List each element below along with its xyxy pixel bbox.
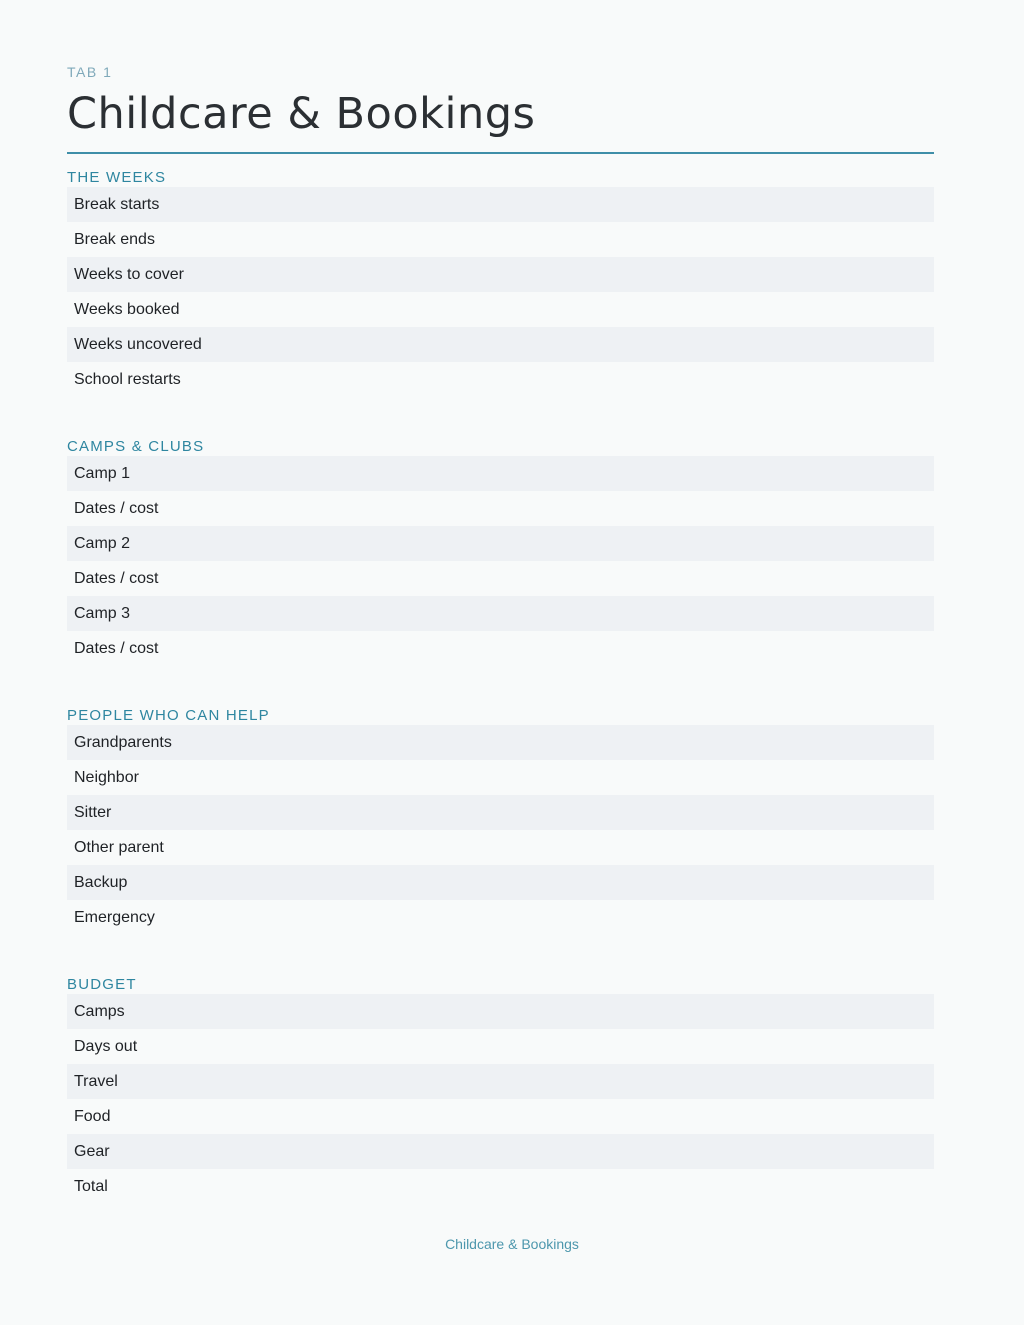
form-row[interactable]: Camp 2 [67, 526, 934, 561]
section-heading: PEOPLE WHO CAN HELP [67, 707, 270, 724]
section-heading: BUDGET [67, 976, 137, 993]
section-people-who-can-help [67, 706, 934, 935]
section-budget [67, 975, 934, 1204]
section-the-weeks [67, 168, 934, 397]
form-row[interactable]: Travel [67, 1064, 934, 1099]
form-row[interactable]: Weeks uncovered [67, 327, 934, 362]
form-row[interactable]: Other parent [74, 839, 164, 856]
title-divider [67, 152, 934, 154]
form-row[interactable]: Camp 1 [67, 456, 934, 491]
form-row[interactable]: Sitter [67, 795, 934, 830]
form-row[interactable]: Backup [67, 865, 934, 900]
section-heading: CAMPS & CLUBS [67, 438, 205, 455]
form-row[interactable]: Grandparents [67, 725, 934, 760]
form-row[interactable]: Dates / cost [74, 640, 159, 657]
row-list [67, 994, 934, 1204]
form-row[interactable]: Days out [74, 1038, 138, 1055]
row-list [67, 456, 934, 666]
page-footer: Childcare & Bookings [445, 1236, 579, 1252]
form-row[interactable]: Break ends [74, 231, 155, 248]
form-row[interactable]: School restarts [74, 371, 181, 388]
tab-label: TAB 1 [67, 64, 113, 80]
form-row[interactable]: Weeks booked [74, 301, 180, 318]
form-row[interactable]: Neighbor [74, 769, 139, 786]
form-row[interactable]: Emergency [74, 909, 155, 926]
row-list [67, 725, 934, 935]
form-row[interactable]: Gear [67, 1134, 934, 1169]
form-row[interactable]: Camp 3 [67, 596, 934, 631]
form-row[interactable]: Camps [67, 994, 934, 1029]
form-row[interactable]: Weeks to cover [67, 257, 934, 292]
section-camps-clubs [67, 437, 934, 666]
form-row[interactable]: Total [74, 1178, 108, 1195]
form-row[interactable]: Dates / cost [74, 570, 159, 587]
form-row[interactable]: Food [74, 1108, 111, 1125]
row-list [67, 187, 934, 397]
section-heading: THE WEEKS [67, 169, 167, 186]
form-row[interactable]: Dates / cost [74, 500, 159, 517]
sections-container [67, 168, 934, 1244]
form-row[interactable]: Break starts [67, 187, 934, 222]
page-title: Childcare & Bookings [67, 89, 536, 139]
